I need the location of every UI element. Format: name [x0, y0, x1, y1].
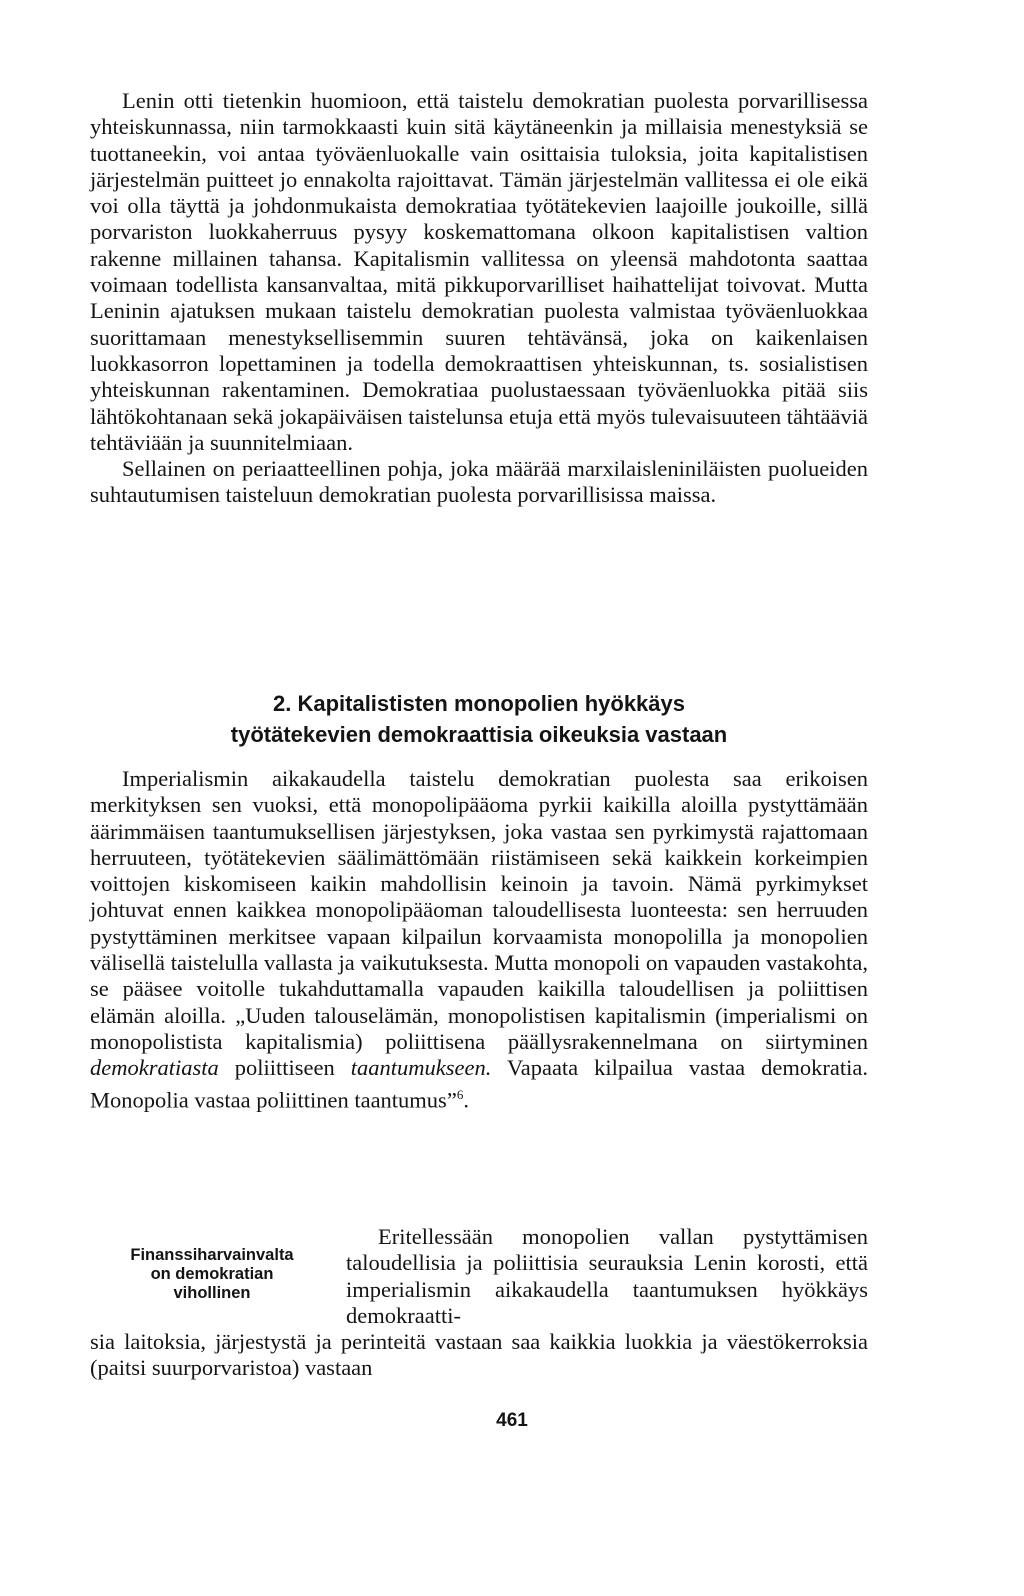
paragraph-1: Lenin otti tietenkin huomioon, että taistelu demokratian puolesta porvarillisessa yhteiskunnassa, niin tarmokkaasti kuin sitä käytäneenkin ja millaisia menestyksiä se tuottaneekin, voi antaa työväenluokalle vain osittaisia tuloksia, joita kapitalistisen järjestelmän puitteet jo ennakolta rajoittavat. Tämän järjestelmän vallitessa ei ole eikä voi olla täyttä ja johdonmukaista demokratiaa työtätekevien laajoille joukoille, sillä porvariston luokkaherruus pysyy koskemattomana olkoon kapitalistisen valtion rakenne millainen tahansa. Kapitalismin vallitessa on yleensä mahdotonta saattaa voimaan todellista kansanvaltaa, mitä pikkuporvarilliset haihattelijat toivovat. Mutta Leninin ajatuksen mukaan taistelu demokratian puolesta valmistaa työväenluokkaa suorittamaan menestyksellisemmin suuren tehtävänsä, joka on kaikenlaisen luokkasorron lopettaminen ja todella demokraattisen yhteiskunnan, ts. sosialistisen yhteiskunnan rakentaminen. Demokratiaa puolustaessaan työväenluokka pitää siis lähtökohtanaan sekä jokapäiväisen taistelunsa etuja että myös tulevaisuuteen tähtääviä tehtäviään ja suunnitelmiaan. — [90, 88, 868, 455]
paragraph-4-start: Eritellessään monopolien vallan pystyttämisen taloudellisia ja poliittisia seurauksia Lenin korosti, että imperialismin aikakaudella taantumuksen hyökkäys demokraatti- — [346, 1224, 868, 1328]
paragraph-3-italic-2: taantumukseen. — [350, 1055, 492, 1081]
tail-text-block — [90, 1329, 868, 1382]
paragraph-3 — [90, 766, 868, 1113]
section-heading-line-1: 2. Kapitalististen monopolien hyökkäys — [273, 691, 685, 716]
margin-note-line-2: on demokratian — [150, 1265, 274, 1283]
section-text-block — [90, 766, 868, 1113]
section-heading — [90, 688, 868, 750]
footnote-reference: 6 — [456, 1086, 464, 1102]
margin-note-line-3: vihollinen — [173, 1284, 251, 1302]
paragraph-3-end: . — [463, 1087, 469, 1113]
margin-note-line-1: Finanssiharvainvalta — [130, 1246, 294, 1264]
paragraph-3-after: Vapaata kilpailua vastaa demokratia. Monopolia vastaa poliittinen taantumus” — [90, 1055, 868, 1113]
side-text-block — [346, 1224, 868, 1329]
section-heading-line-2: työtätekevien demokraattisia oikeuksia vastaan — [230, 722, 728, 747]
page-number: 461 — [496, 1410, 528, 1431]
paragraph-3-middle: poliittiseen — [218, 1055, 351, 1081]
paragraph-2: Sellainen on periaatteellinen pohja, joka määrää marxilaisleniniläisten puolueiden suhtautumisen taisteluun demokratian puolesta porvarillisissa maissa. — [90, 456, 868, 508]
paragraph-3-italic-1: demokratiasta — [90, 1055, 219, 1081]
top-text-block — [90, 88, 868, 509]
paragraph-3-text: Imperialismin aikakaudella taistelu demokratian puolesta saa erikoisen merkityksen sen vuoksi, että monopolipääoma pyrkii kaikilla aloilla pystyttämään äärimmäisen taantumuksellisen järjestyksen, joka vastaa sen pyrkimystä rajattomaan herruuteen, työtätekevien säälimättömään riistämiseen sekä kaikkein korkeimpien voittojen kiskomiseen kaikin mahdollisin keinoin ja tavoin. Nämä pyrkimykset johtuvat ennen kaikkea monopolipääoman taloudellisesta luonteesta: sen herruuden pystyttäminen merkitsee vapaan kilpailun korvaamista monopolilla ja monopolien välisellä taistelulla vallasta ja vaikutuksesta. Mutta monopoli on vapauden vastakohta, se pääsee voitolle tukahduttamalla vapauden kaikilla taloudellisen ja poliittisen elämän aloilla. „Uuden talouselämän, monopolistisen kapitalismin (imperialismi on monopolistista kapitalismia) poliittisena päällysrakennelmana on siirtyminen — [90, 766, 868, 1054]
margin-note — [92, 1246, 332, 1303]
paragraph-4-continued: sia laitoksia, järjestystä ja perinteitä vastaan saa kaikkia luokkia ja väestökerroksia (paitsi suurporvaristoa) vastaan — [90, 1329, 868, 1381]
